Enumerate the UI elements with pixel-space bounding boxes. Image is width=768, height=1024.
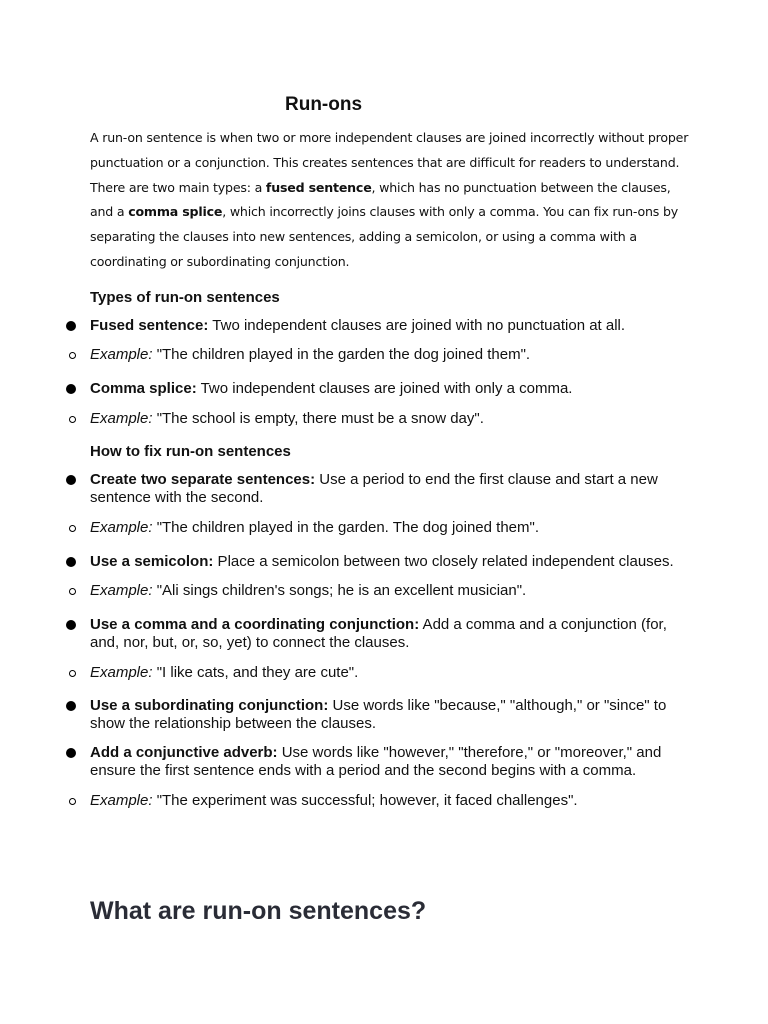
list-item — [90, 471, 690, 507]
bullet-icon — [66, 384, 76, 394]
fixes-heading: How to fix run-on sentences — [90, 443, 291, 460]
item-term: Use a comma and a coordinating conjunction: — [90, 616, 420, 633]
section-heading: What are run-on sentences? — [90, 897, 427, 925]
list-item — [90, 697, 690, 733]
item-text: Use words like "however," "therefore," or "moreover," and ensure the first sentence ends with a period and the second begins with a comma. — [90, 744, 662, 779]
list-item — [90, 616, 690, 652]
example-item — [90, 792, 690, 810]
example-text: "I like cats, and they are cute". — [152, 664, 359, 681]
sub-bullet-icon — [69, 670, 76, 677]
page-title: Run-ons — [285, 94, 363, 115]
intro-paragraph — [90, 126, 690, 275]
example-label: Example: — [90, 792, 153, 809]
item-term: Comma splice: — [90, 380, 197, 397]
bullet-icon — [66, 475, 76, 485]
item-term: Create two separate sentences: — [90, 471, 316, 488]
list-item — [90, 380, 690, 398]
example-item — [90, 582, 690, 600]
example-text: "The school is empty, there must be a snow day". — [152, 410, 484, 427]
example-label: Example: — [90, 519, 153, 536]
list-item — [90, 553, 690, 571]
bullet-icon — [66, 701, 76, 711]
item-text: Use a period to end the first clause and start a new sentence with the second. — [90, 471, 658, 506]
types-heading: Types of run-on sentences — [90, 289, 280, 306]
example-label: Example: — [90, 664, 153, 681]
item-text: Add a comma and a conjunction (for, and, nor, but, or, so, yet) to connect the clauses. — [90, 616, 667, 651]
example-item — [90, 664, 690, 682]
example-item — [90, 410, 690, 428]
sub-bullet-icon — [69, 525, 76, 532]
list-item — [90, 744, 690, 780]
sub-bullet-icon — [69, 352, 76, 359]
list-item — [90, 317, 690, 335]
example-label: Example: — [90, 582, 153, 599]
example-text: "The children played in the garden. The dog joined them". — [152, 519, 539, 536]
example-text: "The experiment was successful; however, it faced challenges". — [152, 792, 578, 809]
item-term: Use a subordinating conjunction: — [90, 697, 329, 714]
item-text: Two independent clauses are joined with no punctuation at all. — [208, 317, 626, 334]
intro-term-comma-splice: comma splice — [128, 204, 223, 220]
intro-term-fused: fused sentence — [265, 179, 372, 195]
item-text: Use words like "because," "although," or "since" to show the relationship between the clauses. — [90, 697, 667, 732]
example-text: "Ali sings children's songs; he is an excellent musician". — [152, 582, 527, 599]
intro-text-1: A run-on sentence is when two or more independent clauses are joined incorrectly without proper punctuation or a conjunction. This creates sentences that are difficult for readers to understand. There are two main types: a — [90, 130, 689, 195]
bullet-icon — [66, 557, 76, 567]
example-label: Example: — [90, 410, 153, 427]
example-text: "The children played in the garden the dog joined them". — [152, 346, 531, 363]
item-text: Two independent clauses are joined with only a comma. — [196, 380, 573, 397]
sub-bullet-icon — [69, 588, 76, 595]
item-term: Fused sentence: — [90, 317, 209, 334]
example-item — [90, 519, 690, 537]
bullet-icon — [66, 748, 76, 758]
bullet-icon — [66, 620, 76, 630]
item-term: Add a conjunctive adverb: — [90, 744, 278, 761]
bullet-icon — [66, 321, 76, 331]
intro-text-3: , which incorrectly joins clauses with only a comma. You can fix run-ons by separating the clauses into new sentences, adding a semicolon, or using a comma with a coordinating or subordinating conjunction. — [90, 204, 679, 269]
item-term: Use a semicolon: — [90, 553, 214, 570]
item-text: Place a semicolon between two closely related independent clauses. — [213, 553, 674, 570]
sub-bullet-icon — [69, 798, 76, 805]
intro-text-2: , which has no punctuation between the clauses, and a — [90, 179, 671, 220]
example-label: Example: — [90, 346, 153, 363]
sub-bullet-icon — [69, 416, 76, 423]
example-item — [90, 346, 690, 364]
